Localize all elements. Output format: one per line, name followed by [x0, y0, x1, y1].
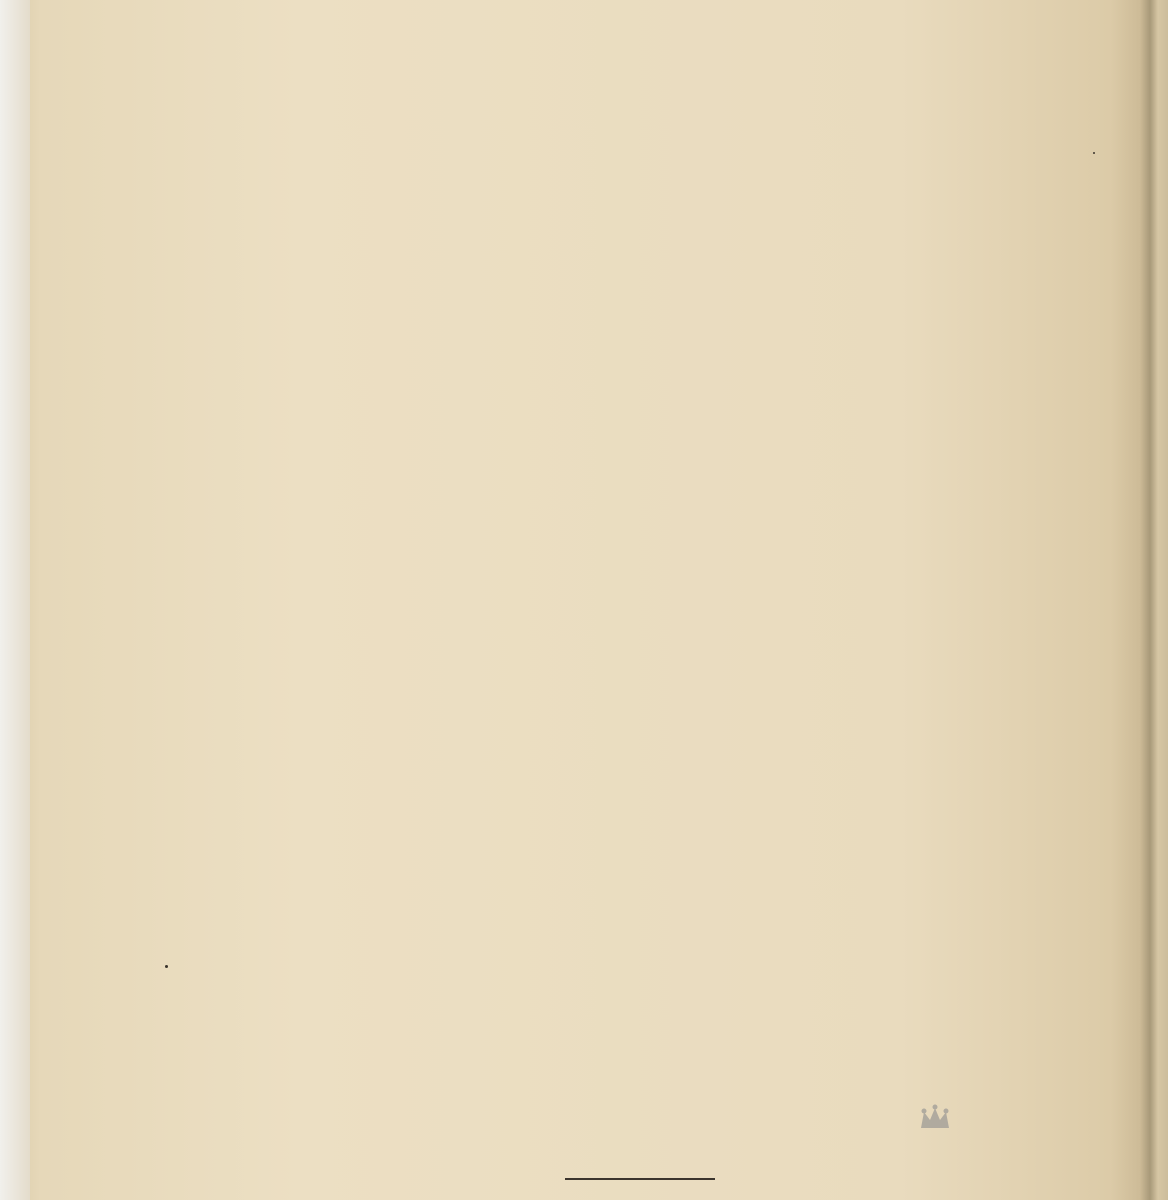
crown-icon: [918, 1104, 952, 1134]
scan-margin: [0, 0, 30, 1200]
ink-speck: [165, 965, 168, 968]
ink-speck: [1093, 152, 1095, 154]
watermark: [690, 1108, 1090, 1168]
bottom-rule: [565, 1178, 715, 1180]
